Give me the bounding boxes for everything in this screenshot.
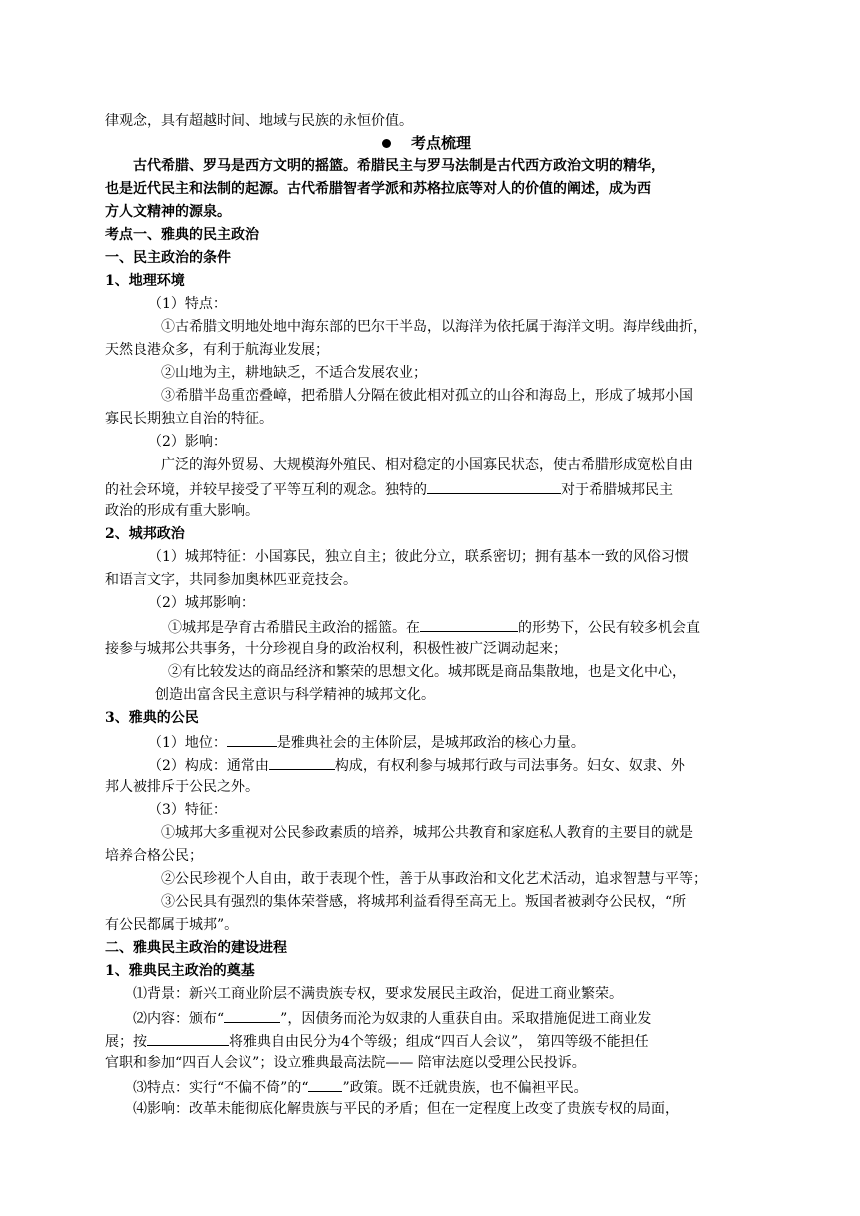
line-text: 构成，有权利参与城邦行政与司法事务。妇女、奴隶、外 <box>334 758 685 774</box>
fill-blank[interactable] <box>308 1077 342 1092</box>
paragraph-line: ⑴背景：新兴工商业阶层不满贵族专权，要求发展民主政治，促进工商业繁荣。 <box>133 986 623 1002</box>
fill-blank[interactable] <box>224 1008 280 1023</box>
fill-blank[interactable] <box>420 617 518 632</box>
subsection-heading: 二、雅典民主政治的建设进程 <box>105 940 287 956</box>
paragraph-line: 和语言文字，共同参加奥林匹亚竞技会。 <box>105 572 357 588</box>
section-heading <box>382 134 471 152</box>
fill-blank[interactable] <box>147 1031 229 1046</box>
paragraph-line: 接参与城邦公共事务，十分珍视自身的政治权利，积极性被广泛调动起来； <box>105 641 567 657</box>
paragraph-line: 有公民都属于城邦”。 <box>105 917 239 933</box>
paragraph-line: （3）特征： <box>148 802 227 818</box>
paragraph-line <box>105 479 673 499</box>
line-text: 展；按 <box>105 1034 147 1050</box>
paragraph-line: ②有比较发达的商品经济和繁荣的思想文化。城邦既是商品集散地，也是文化中心， <box>168 664 686 680</box>
paragraph-line: ③公民具有强烈的集体荣誉感，将城邦利益看得至高无上。叛国者被剥夺公民权，“所 <box>161 894 687 910</box>
intro-line: 古代希腊、罗马是西方文明的摇篮。希腊民主与罗马法制是古代西方政治文明的精华， <box>133 158 665 174</box>
line-text: 的社会环境，并较早接受了平等互利的观念。独特的 <box>105 482 427 498</box>
fill-blank[interactable] <box>227 732 277 747</box>
item-heading: 1、地理环境 <box>105 273 185 289</box>
paragraph-line: 培养合格公民； <box>105 848 203 864</box>
paragraph-line: （1）城邦特征：小国寡民，独立自主；彼此分立，联系密切；拥有基本一致的风俗习惯 <box>148 549 689 565</box>
fill-blank[interactable] <box>427 479 561 494</box>
subsection-heading: 一、民主政治的条件 <box>105 250 231 266</box>
fill-blank[interactable] <box>269 755 335 770</box>
line-text: ①城邦是孕育古希腊民主政治的摇篮。在 <box>168 620 420 636</box>
paragraph-line: 天然良港众多，有利于航海业发展； <box>105 342 329 358</box>
line-text: ⑵内容：颁布“ <box>133 1011 225 1027</box>
paragraph-line <box>105 1031 649 1051</box>
paragraph-line: ②公民珍视个人自由，敢于表现个性，善于从事政治和文化艺术活动，追求智慧与平等； <box>161 871 707 887</box>
line-text: 将雅典自由民分为4个等级；组成“四百人会议”， 第四等级不能担任 <box>229 1034 649 1050</box>
line-text: （1）地位： <box>148 735 227 751</box>
item-heading: 2、城邦政治 <box>105 526 185 542</box>
paragraph-line: 邦人被排斥于公民之外。 <box>105 779 259 795</box>
item-heading: 3、雅典的公民 <box>105 710 199 726</box>
topic-heading: 考点一、雅典的民主政治 <box>105 227 259 243</box>
line-text: 对于希腊城邦民主 <box>561 482 673 498</box>
paragraph-line: ①古希腊文明地处地中海东部的巴尔干半岛，以海洋为依托属于海洋文明。海岸线曲折， <box>161 319 707 335</box>
bullet-icon <box>382 139 391 148</box>
section-heading-text: 考点梳理 <box>411 134 472 152</box>
paragraph-line: 广泛的海外贸易、大规模海外殖民、相对稳定的小国寡民状态，使古希腊形成宽松自由 <box>161 457 693 473</box>
line-text: ”，因债务而沦为奴隶的人重获自由。采取措施促进工商业发 <box>280 1011 652 1027</box>
paragraph-line: 寡民长期独立自治的特征。 <box>105 411 273 427</box>
paragraph-line <box>148 732 585 752</box>
line-text: （2）构成：通常由 <box>148 758 269 774</box>
item-heading: 1、雅典民主政治的奠基 <box>105 963 255 979</box>
paragraph-line: 官职和参加“四百人会议”；设立雅典最高法院—— 陪审法庭以受理公民投诉。 <box>105 1055 586 1071</box>
paragraph-line: （2）影响： <box>148 434 227 450</box>
paragraph-line: 政治的形成有重大影响。 <box>105 503 259 519</box>
paragraph-line <box>133 1077 588 1097</box>
line-text: 是雅典社会的主体阶层，是城邦政治的核心力量。 <box>276 735 585 751</box>
paragraph-line <box>168 617 700 637</box>
intro-line: 方人文精神的源泉。 <box>105 204 231 220</box>
paragraph-line: （1）特点： <box>148 296 227 312</box>
line-text: ⑶特点：实行“不偏不倚”的“ <box>133 1080 309 1096</box>
paragraph-line: ⑷影响：改革未能彻底化解贵族与平民的矛盾；但在一定程度上改变了贵族专权的局面， <box>133 1101 679 1117</box>
line-text: 的形势下，公民有较多机会直 <box>518 620 700 636</box>
paragraph-line: （2）城邦影响： <box>148 595 255 611</box>
paragraph-line: ①城邦大多重视对公民参政素质的培养，城邦公共教育和家庭私人教育的主要目的就是 <box>161 825 693 841</box>
paragraph-line: ③希腊半岛重峦叠嶂，把希腊人分隔在彼此相对孤立的山谷和海岛上，形成了城邦小国 <box>161 388 693 404</box>
line-text: ”政策。既不迁就贵族，也不偏袒平民。 <box>342 1080 588 1096</box>
paragraph-line <box>148 755 685 775</box>
intro-line: 也是近代民主和法制的起源。古代希腊智者学派和苏格拉底等对人的价值的阐述，成为西 <box>105 181 651 197</box>
paragraph-line <box>133 1008 651 1028</box>
paragraph-line: 创造出富含民主意识与科学精神的城邦文化。 <box>155 687 435 703</box>
paragraph-line: 律观念，具有超越时间、地域与民族的永恒价值。 <box>105 113 413 129</box>
paragraph-line: ②山地为主，耕地缺乏，不适合发展农业； <box>161 365 427 381</box>
